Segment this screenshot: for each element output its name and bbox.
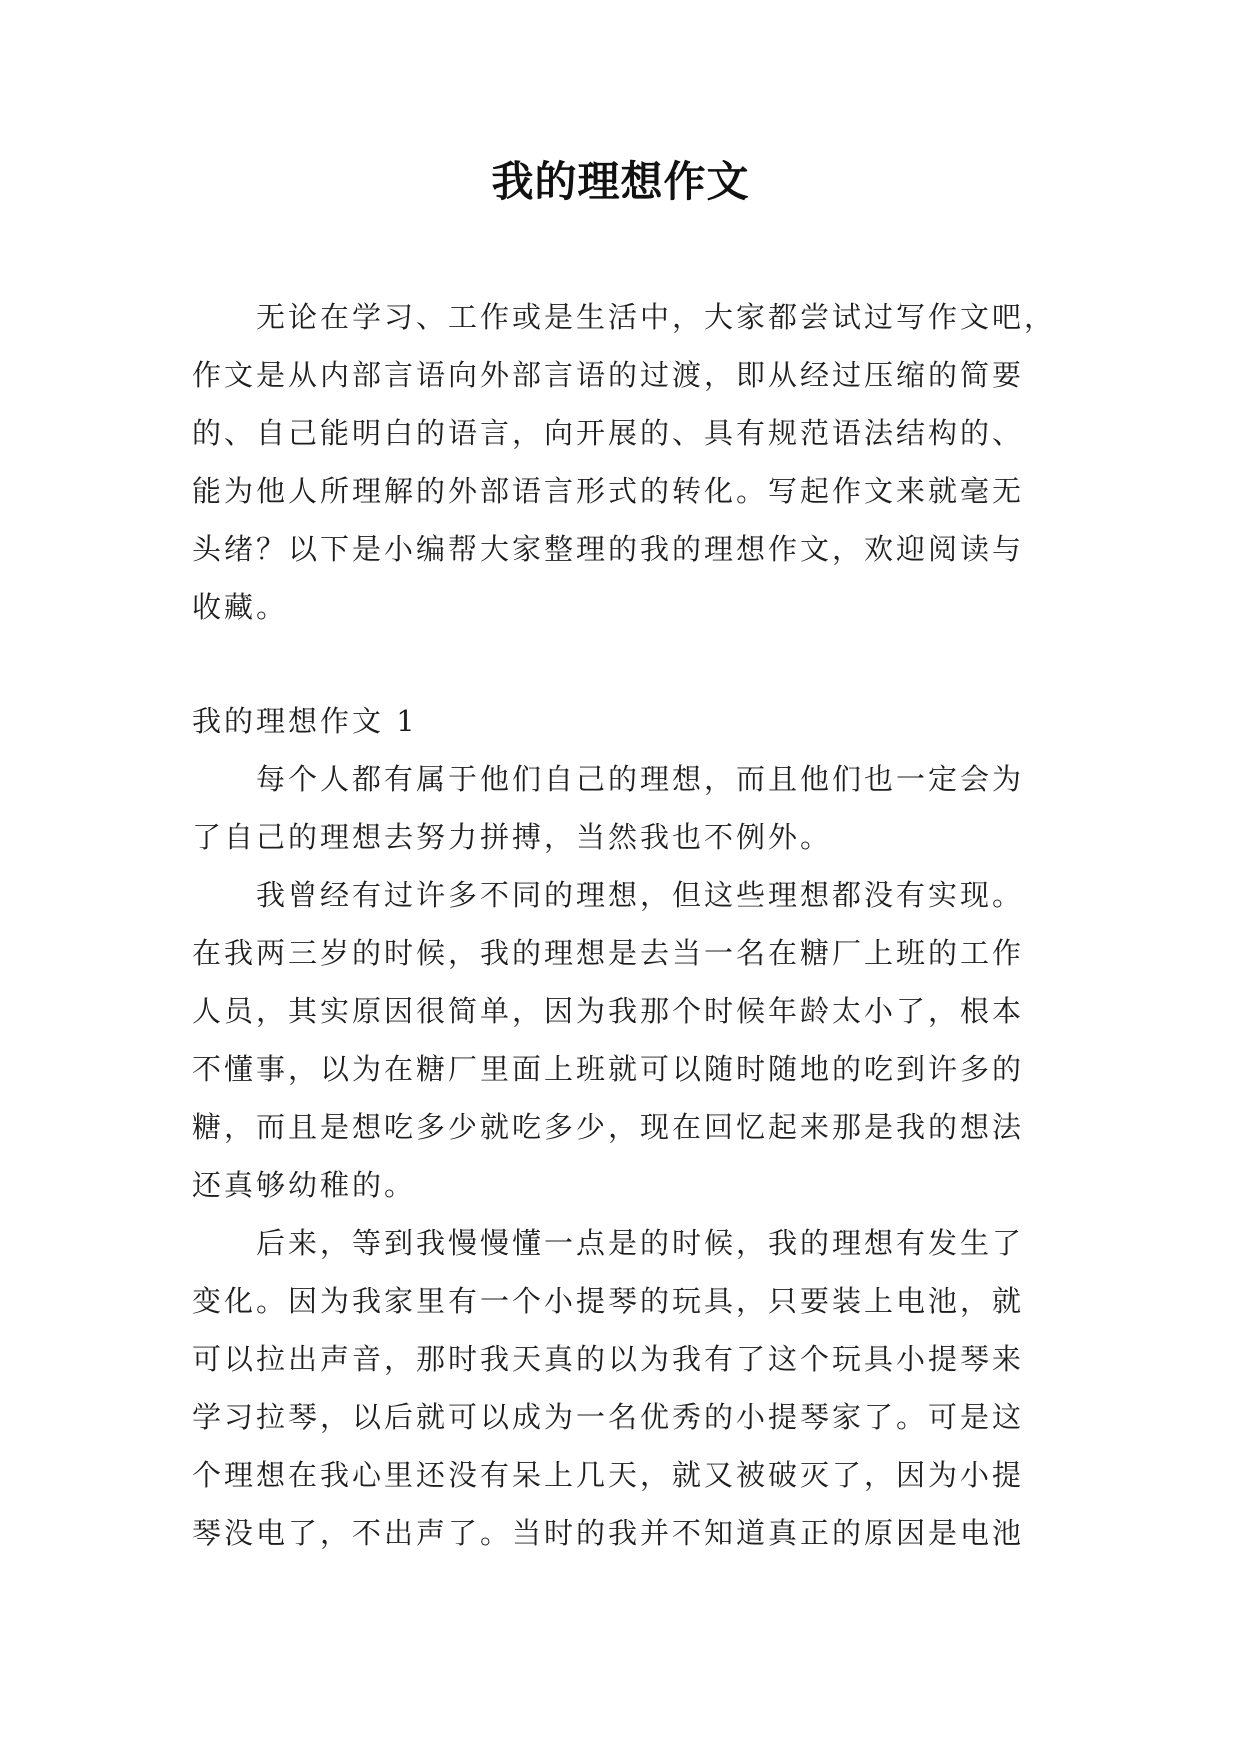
- intro-line: 作文是从内部言语向外部言语的过渡，即从经过压缩的简要: [192, 358, 1025, 392]
- paragraph-line: 后来，等到我慢慢懂一点是的时候，我的理想有发生了: [256, 1226, 1025, 1260]
- paragraph-1: [192, 750, 1072, 866]
- paragraph-line: 我曾经有过许多不同的理想，但这些理想都没有实现。: [256, 878, 1025, 912]
- paragraph-line: 还真够幼稚的。: [192, 1168, 417, 1202]
- paragraph-line: 学习拉琴，以后就可以成为一名优秀的小提琴家了。可是这: [192, 1400, 1025, 1434]
- paragraph-line: 个理想在我心里还没有呆上几天，就又被破灭了，因为小提: [192, 1458, 1025, 1492]
- paragraph-line: 糖，而且是想吃多少就吃多少，现在回忆起来那是我的想法: [192, 1110, 1025, 1144]
- document-body: [192, 288, 1072, 1562]
- paragraph-line: 变化。因为我家里有一个小提琴的玩具，只要装上电池，就: [192, 1284, 1025, 1318]
- intro-line: 的、自己能明白的语言，向开展的、具有规范语法结构的、: [192, 416, 1025, 450]
- paragraph-line: 每个人都有属于他们自己的理想，而且他们也一定会为: [256, 762, 1025, 796]
- section-gap: [192, 636, 1072, 692]
- paragraph-line: 了自己的理想去努力拼搏，当然我也不例外。: [192, 820, 833, 854]
- paragraph-line: 琴没电了，不出声了。当时的我并不知道真正的原因是电池: [192, 1516, 1025, 1550]
- intro-paragraph: [192, 288, 1072, 636]
- paragraph-line: 不懂事，以为在糖厂里面上班就可以随时随地的吃到许多的: [192, 1052, 1025, 1086]
- section-heading: 我的理想作文 1: [192, 704, 418, 738]
- document-title: 我的理想作文: [491, 157, 750, 206]
- intro-line: 无论在学习、工作或是生活中，大家都尝试过写作文吧，: [256, 300, 1057, 334]
- paragraph-3: [192, 1214, 1072, 1562]
- intro-line: 能为他人所理解的外部语言形式的转化。写起作文来就毫无: [192, 474, 1025, 508]
- paragraph-line: 人员，其实原因很简单，因为我那个时候年龄太小了，根本: [192, 994, 1025, 1028]
- paragraph-2: [192, 866, 1072, 1214]
- paragraph-line: 在我两三岁的时候，我的理想是去当一名在糖厂上班的工作: [192, 936, 1025, 970]
- paragraph-line: 可以拉出声音，那时我天真的以为我有了这个玩具小提琴来: [192, 1342, 1025, 1376]
- intro-line: 头绪？以下是小编帮大家整理的我的理想作文，欢迎阅读与: [192, 532, 1025, 566]
- intro-line: 收藏。: [192, 590, 289, 624]
